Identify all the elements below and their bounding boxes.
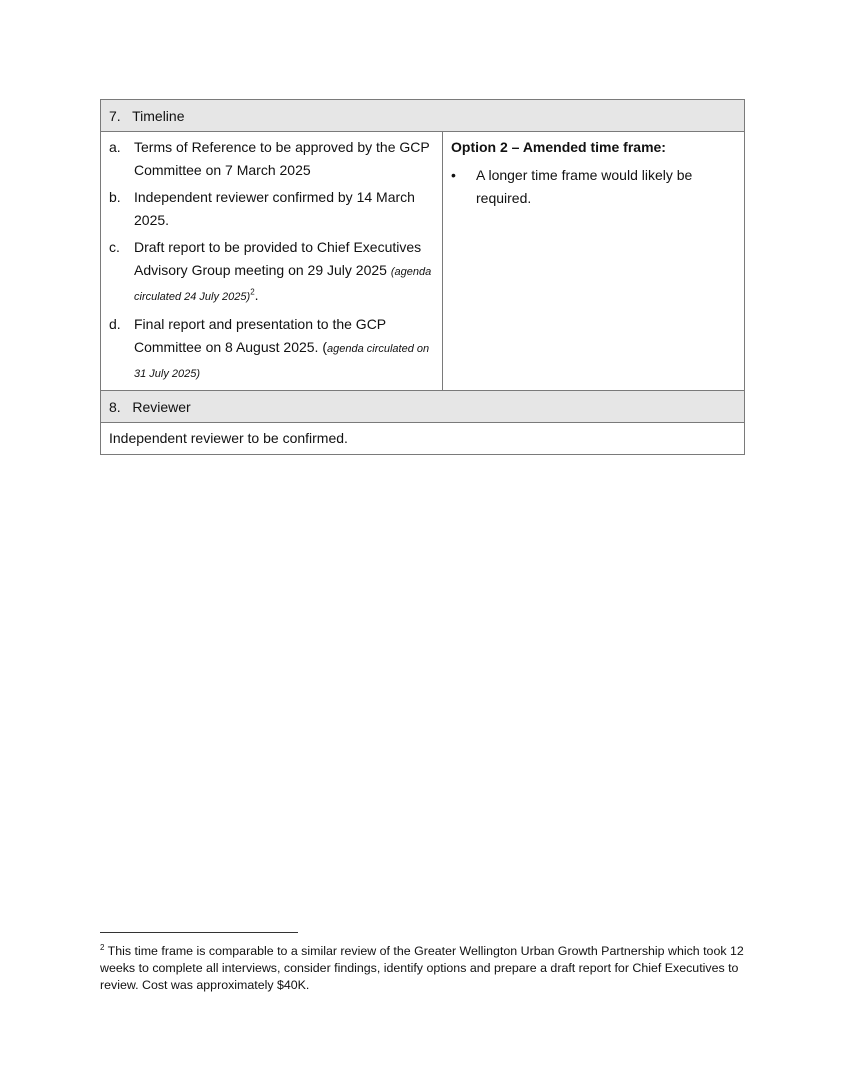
item-text-container bbox=[134, 313, 434, 386]
reviewer-text: Independent reviewer to be confirmed. bbox=[109, 430, 348, 446]
section-7-number: 7. bbox=[109, 108, 121, 124]
section-8-title: Reviewer bbox=[132, 399, 191, 415]
option-2-panel bbox=[443, 132, 744, 390]
option-bullet bbox=[451, 164, 736, 210]
item-label: c. bbox=[109, 239, 120, 255]
timeline-list bbox=[101, 132, 443, 390]
section-7-title: Timeline bbox=[132, 108, 185, 124]
timeline-item-c bbox=[109, 236, 434, 309]
option-2-title: Option 2 – Amended time frame: bbox=[451, 139, 666, 155]
item-label: d. bbox=[109, 316, 121, 332]
item-text-container bbox=[134, 236, 434, 309]
timeline-row bbox=[101, 132, 744, 391]
bullet-icon: • bbox=[451, 167, 456, 183]
section-8-header bbox=[101, 391, 744, 423]
item-label: b. bbox=[109, 189, 121, 205]
item-note: (agenda circulated 24 July 2025) bbox=[134, 266, 432, 303]
item-text: Final report and presentation to the GCP Committee on 8 August 2025. ( bbox=[134, 316, 386, 355]
bullet-text: A longer time frame would likely be required. bbox=[476, 167, 693, 206]
footnote bbox=[100, 943, 750, 994]
timeline-item-b bbox=[109, 186, 434, 232]
section-7-header bbox=[101, 100, 744, 132]
footnote-text: This time frame is comparable to a similar review of the Greater Wellington Urban Growth Partnership which took 12 weeks to complete all interviews, consider findings, identify options and prepare a draft report for Chief Executives to review. Cost was approximately $40K. bbox=[100, 944, 744, 992]
footnote-reference: 2 bbox=[250, 287, 255, 297]
terms-of-reference-table bbox=[100, 99, 745, 455]
item-text: Terms of Reference to be approved by the GCP Committee on 7 March 2025 bbox=[134, 139, 430, 178]
footnote-divider bbox=[100, 932, 298, 933]
timeline-item-d bbox=[109, 313, 434, 386]
item-tail: . bbox=[254, 287, 259, 303]
item-text: Independent reviewer confirmed by 14 March 2025. bbox=[134, 189, 415, 228]
timeline-item-a bbox=[109, 136, 434, 182]
item-text: Draft report to be provided to Chief Executives Advisory Group meeting on 29 July 2025 bbox=[134, 239, 422, 278]
section-8-number: 8. bbox=[109, 399, 121, 415]
item-label: a. bbox=[109, 139, 121, 155]
footnote-marker: 2 bbox=[100, 942, 105, 952]
item-note: agenda circulated on 31 July 2025) bbox=[134, 343, 430, 380]
